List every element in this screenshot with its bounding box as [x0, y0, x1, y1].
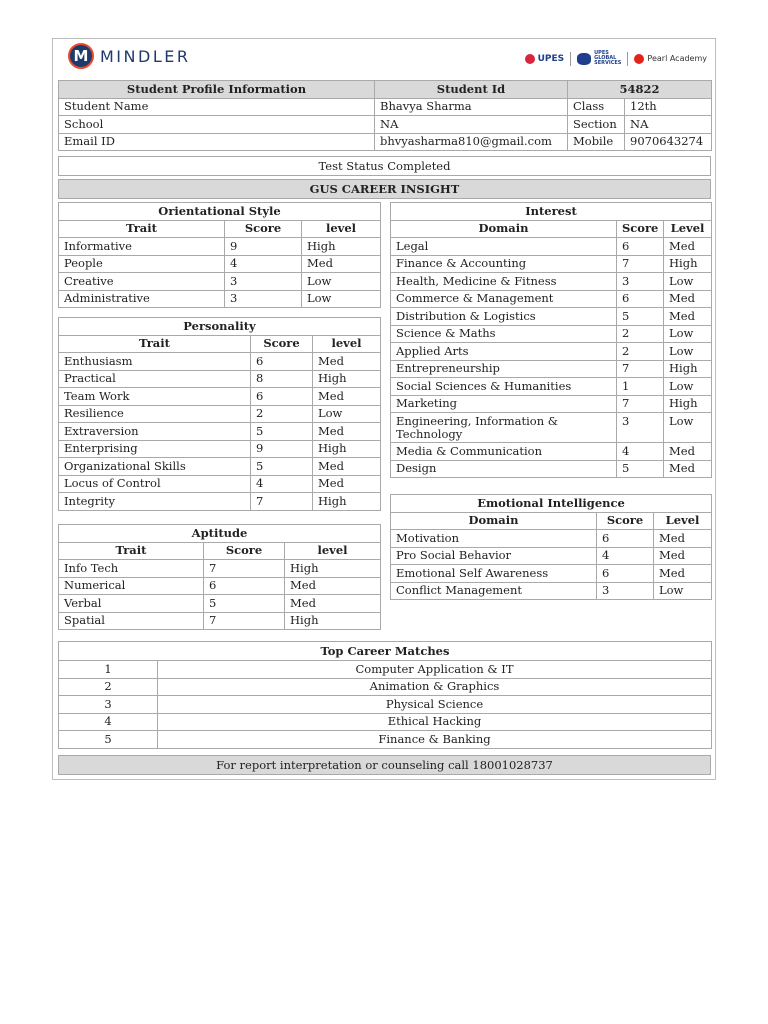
table-cell: High — [664, 395, 712, 413]
table-cell: 6 — [251, 353, 313, 371]
table-cell: Organizational Skills — [59, 458, 251, 476]
brand-name: MINDLER — [100, 46, 191, 66]
table-cell: 9 — [251, 440, 313, 458]
upes-logo: UPES — [525, 54, 565, 64]
table-cell: Distribution & Logistics — [391, 308, 617, 326]
table-cell: High — [313, 370, 381, 388]
table-row — [391, 325, 712, 343]
table-cell: 6 — [597, 565, 654, 583]
table-cell: 12th — [625, 98, 712, 116]
table-cell: Creative — [59, 273, 225, 291]
table-cell: Section — [568, 116, 625, 134]
table-row — [59, 220, 381, 238]
table-cell: 8 — [251, 370, 313, 388]
table-row — [391, 203, 712, 221]
table-cell: Mobile — [568, 133, 625, 151]
table-cell: Med — [654, 565, 712, 583]
table-header-cell: level — [302, 220, 381, 238]
table-row — [59, 595, 381, 613]
test-status: Test Status Completed — [59, 157, 711, 176]
table-cell: High — [664, 255, 712, 273]
table-cell: Resilience — [59, 405, 251, 423]
table-cell: Physical Science — [158, 696, 712, 714]
table-row — [391, 512, 712, 530]
table-cell: Design — [391, 460, 617, 478]
table-header-cell: Score — [617, 220, 664, 238]
table-row — [59, 180, 711, 199]
student-profile-table — [58, 80, 712, 151]
table-row — [391, 378, 712, 396]
table-row — [59, 238, 381, 256]
table-cell: Med — [664, 290, 712, 308]
table-row — [59, 475, 381, 493]
table-cell: 4 — [251, 475, 313, 493]
aptitude-title: Aptitude — [59, 525, 381, 543]
table-header-cell: level — [313, 335, 381, 353]
table-row — [59, 290, 381, 308]
table-cell: Spatial — [59, 612, 204, 630]
table-row — [391, 582, 712, 600]
table-row — [391, 565, 712, 583]
table-row — [391, 308, 712, 326]
table-cell: High — [313, 440, 381, 458]
table-cell: High — [285, 560, 381, 578]
table-row — [391, 220, 712, 238]
table-cell: Extraversion — [59, 423, 251, 441]
table-cell: High — [313, 493, 381, 511]
table-cell: 4 — [59, 713, 158, 731]
table-row — [59, 370, 381, 388]
table-header-cell: level — [285, 542, 381, 560]
table-row — [391, 238, 712, 256]
table-row — [59, 440, 381, 458]
table-cell: Low — [302, 290, 381, 308]
table-cell: 2 — [59, 678, 158, 696]
table-row — [391, 413, 712, 443]
upes-global-services-logo: UPES GLOBAL SERVICES — [577, 51, 621, 66]
table-cell: Media & Communication — [391, 443, 617, 461]
interest-table — [390, 202, 712, 478]
table-cell: 3 — [617, 413, 664, 443]
table-cell: Med — [664, 443, 712, 461]
table-row — [391, 343, 712, 361]
table-cell: 5 — [204, 595, 285, 613]
table-cell: Health, Medicine & Fitness — [391, 273, 617, 291]
student-id-value: 54822 — [568, 81, 712, 99]
table-header-cell: Trait — [59, 220, 225, 238]
table-header-cell: Score — [204, 542, 285, 560]
table-cell: 1 — [617, 378, 664, 396]
table-cell: 5 — [617, 308, 664, 326]
profile-row — [59, 116, 712, 134]
table-cell: Med — [313, 458, 381, 476]
orientational-style-title: Orientational Style — [59, 203, 381, 221]
table-row — [391, 460, 712, 478]
table-cell: 6 — [617, 290, 664, 308]
table-cell: People — [59, 255, 225, 273]
table-cell: 2 — [617, 343, 664, 361]
table-cell: 1 — [59, 661, 158, 679]
table-cell: High — [285, 612, 381, 630]
table-cell: 6 — [597, 530, 654, 548]
table-cell: Motivation — [391, 530, 597, 548]
table-row — [391, 290, 712, 308]
table-cell: 5 — [251, 423, 313, 441]
test-status-table — [58, 156, 711, 176]
table-cell: Enthusiasm — [59, 353, 251, 371]
table-row — [59, 560, 381, 578]
mindler-logo — [68, 43, 190, 69]
table-row — [59, 335, 381, 353]
table-cell: 3 — [225, 290, 302, 308]
table-cell: Low — [664, 325, 712, 343]
table-cell: 7 — [204, 560, 285, 578]
table-cell: Low — [664, 343, 712, 361]
table-row — [59, 756, 711, 775]
career-row — [59, 696, 712, 714]
table-cell: High — [302, 238, 381, 256]
table-cell: 3 — [59, 696, 158, 714]
pearl-academy-logo: Pearl Academy — [634, 54, 707, 64]
table-row — [59, 458, 381, 476]
table-cell: NA — [375, 116, 568, 134]
personality-title: Personality — [59, 318, 381, 336]
emotional-intelligence-table — [390, 494, 712, 600]
table-row — [59, 157, 711, 176]
aptitude-table — [58, 524, 381, 630]
table-cell: High — [664, 360, 712, 378]
career-row — [59, 731, 712, 749]
table-header-cell: Level — [654, 512, 712, 530]
table-cell: 9 — [225, 238, 302, 256]
table-row — [391, 547, 712, 565]
table-cell: 7 — [251, 493, 313, 511]
insight-title-table — [58, 179, 711, 199]
table-cell: Low — [313, 405, 381, 423]
table-cell: Med — [313, 353, 381, 371]
table-cell: Low — [664, 413, 712, 443]
table-cell: Finance & Accounting — [391, 255, 617, 273]
table-header-cell: Domain — [391, 220, 617, 238]
table-header-cell: Score — [597, 512, 654, 530]
report-page — [52, 38, 716, 780]
career-row — [59, 661, 712, 679]
table-row — [391, 495, 712, 513]
table-header-cell: Score — [225, 220, 302, 238]
table-cell: Med — [664, 460, 712, 478]
table-row — [59, 81, 712, 99]
table-row — [391, 395, 712, 413]
profile-title: Student Profile Information — [59, 81, 375, 99]
table-cell: Email ID — [59, 133, 375, 151]
table-row — [59, 612, 381, 630]
table-cell: School — [59, 116, 375, 134]
career-matches-title: Top Career Matches — [59, 642, 712, 661]
table-row — [59, 405, 381, 423]
table-cell: Info Tech — [59, 560, 204, 578]
table-row — [59, 318, 381, 336]
table-cell: 6 — [251, 388, 313, 406]
table-cell: Team Work — [59, 388, 251, 406]
table-cell: 3 — [225, 273, 302, 291]
partner-logos — [519, 51, 707, 66]
table-header-cell: Domain — [391, 512, 597, 530]
table-cell: Low — [302, 273, 381, 291]
table-cell: Med — [302, 255, 381, 273]
table-cell: Low — [664, 378, 712, 396]
table-cell: Med — [313, 423, 381, 441]
table-row — [59, 388, 381, 406]
career-row — [59, 713, 712, 731]
table-header-cell: Score — [251, 335, 313, 353]
interest-title: Interest — [391, 203, 712, 221]
table-cell: 4 — [225, 255, 302, 273]
table-row — [59, 273, 381, 291]
table-cell: 6 — [617, 238, 664, 256]
table-cell: 7 — [204, 612, 285, 630]
table-cell: Applied Arts — [391, 343, 617, 361]
student-id-label: Student Id — [375, 81, 568, 99]
table-cell: Verbal — [59, 595, 204, 613]
table-header-cell: Trait — [59, 335, 251, 353]
table-cell: 3 — [597, 582, 654, 600]
table-cell: 7 — [617, 395, 664, 413]
table-cell: 9070643274 — [625, 133, 712, 151]
table-cell: Computer Application & IT — [158, 661, 712, 679]
table-row — [391, 255, 712, 273]
table-cell: Legal — [391, 238, 617, 256]
table-cell: Med — [654, 547, 712, 565]
table-row — [59, 353, 381, 371]
table-cell: Student Name — [59, 98, 375, 116]
table-row — [391, 273, 712, 291]
table-row — [59, 542, 381, 560]
personality-table — [58, 317, 381, 511]
table-cell: 7 — [617, 255, 664, 273]
table-cell: Low — [664, 273, 712, 291]
table-cell: Engineering, Information & Technology — [391, 413, 617, 443]
table-cell: Med — [664, 308, 712, 326]
table-cell: Bhavya Sharma — [375, 98, 568, 116]
table-cell: Science & Maths — [391, 325, 617, 343]
table-cell: Pro Social Behavior — [391, 547, 597, 565]
table-cell: Conflict Management — [391, 582, 597, 600]
table-row — [59, 493, 381, 511]
table-cell: Ethical Hacking — [158, 713, 712, 731]
table-cell: 3 — [617, 273, 664, 291]
table-cell: Med — [285, 577, 381, 595]
profile-row — [59, 133, 712, 151]
table-row — [59, 255, 381, 273]
table-cell: 5 — [251, 458, 313, 476]
table-cell: Med — [313, 388, 381, 406]
career-matches-table — [58, 641, 712, 749]
insight-title: GUS CAREER INSIGHT — [59, 180, 711, 199]
table-cell: Numerical — [59, 577, 204, 595]
table-cell: 2 — [617, 325, 664, 343]
table-cell: 5 — [617, 460, 664, 478]
table-cell: 4 — [617, 443, 664, 461]
table-cell: Low — [654, 582, 712, 600]
table-row — [59, 577, 381, 595]
table-row — [59, 642, 712, 661]
table-cell: Enterprising — [59, 440, 251, 458]
table-cell: Integrity — [59, 493, 251, 511]
table-cell: Practical — [59, 370, 251, 388]
table-row — [391, 530, 712, 548]
table-header-cell: Level — [664, 220, 712, 238]
table-cell: Animation & Graphics — [158, 678, 712, 696]
table-cell: Finance & Banking — [158, 731, 712, 749]
table-cell: Entrepreneurship — [391, 360, 617, 378]
table-row — [391, 360, 712, 378]
table-cell: Med — [654, 530, 712, 548]
table-row — [391, 443, 712, 461]
counseling-footer: For report interpretation or counseling call 18001028737 — [59, 756, 711, 775]
footer-table — [58, 755, 711, 775]
table-cell: Informative — [59, 238, 225, 256]
table-cell: Marketing — [391, 395, 617, 413]
table-cell: 6 — [204, 577, 285, 595]
emotional-intelligence-title: Emotional Intelligence — [391, 495, 712, 513]
table-header-cell: Trait — [59, 542, 204, 560]
table-cell: Med — [664, 238, 712, 256]
table-cell: 7 — [617, 360, 664, 378]
profile-row — [59, 98, 712, 116]
table-cell: Administrative — [59, 290, 225, 308]
table-cell: Commerce & Management — [391, 290, 617, 308]
orientational-style-table — [58, 202, 381, 308]
mindler-logo-icon: M — [68, 43, 94, 69]
table-cell: Med — [313, 475, 381, 493]
table-cell: Locus of Control — [59, 475, 251, 493]
table-cell: NA — [625, 116, 712, 134]
table-row — [59, 423, 381, 441]
table-cell: Emotional Self Awareness — [391, 565, 597, 583]
table-cell: Social Sciences & Humanities — [391, 378, 617, 396]
table-cell: bhvyasharma810@gmail.com — [375, 133, 568, 151]
table-row — [59, 525, 381, 543]
career-row — [59, 678, 712, 696]
report-header — [53, 39, 715, 77]
table-row — [59, 203, 381, 221]
table-cell: Med — [285, 595, 381, 613]
table-cell: 2 — [251, 405, 313, 423]
table-cell: 4 — [597, 547, 654, 565]
table-cell: 5 — [59, 731, 158, 749]
table-cell: Class — [568, 98, 625, 116]
